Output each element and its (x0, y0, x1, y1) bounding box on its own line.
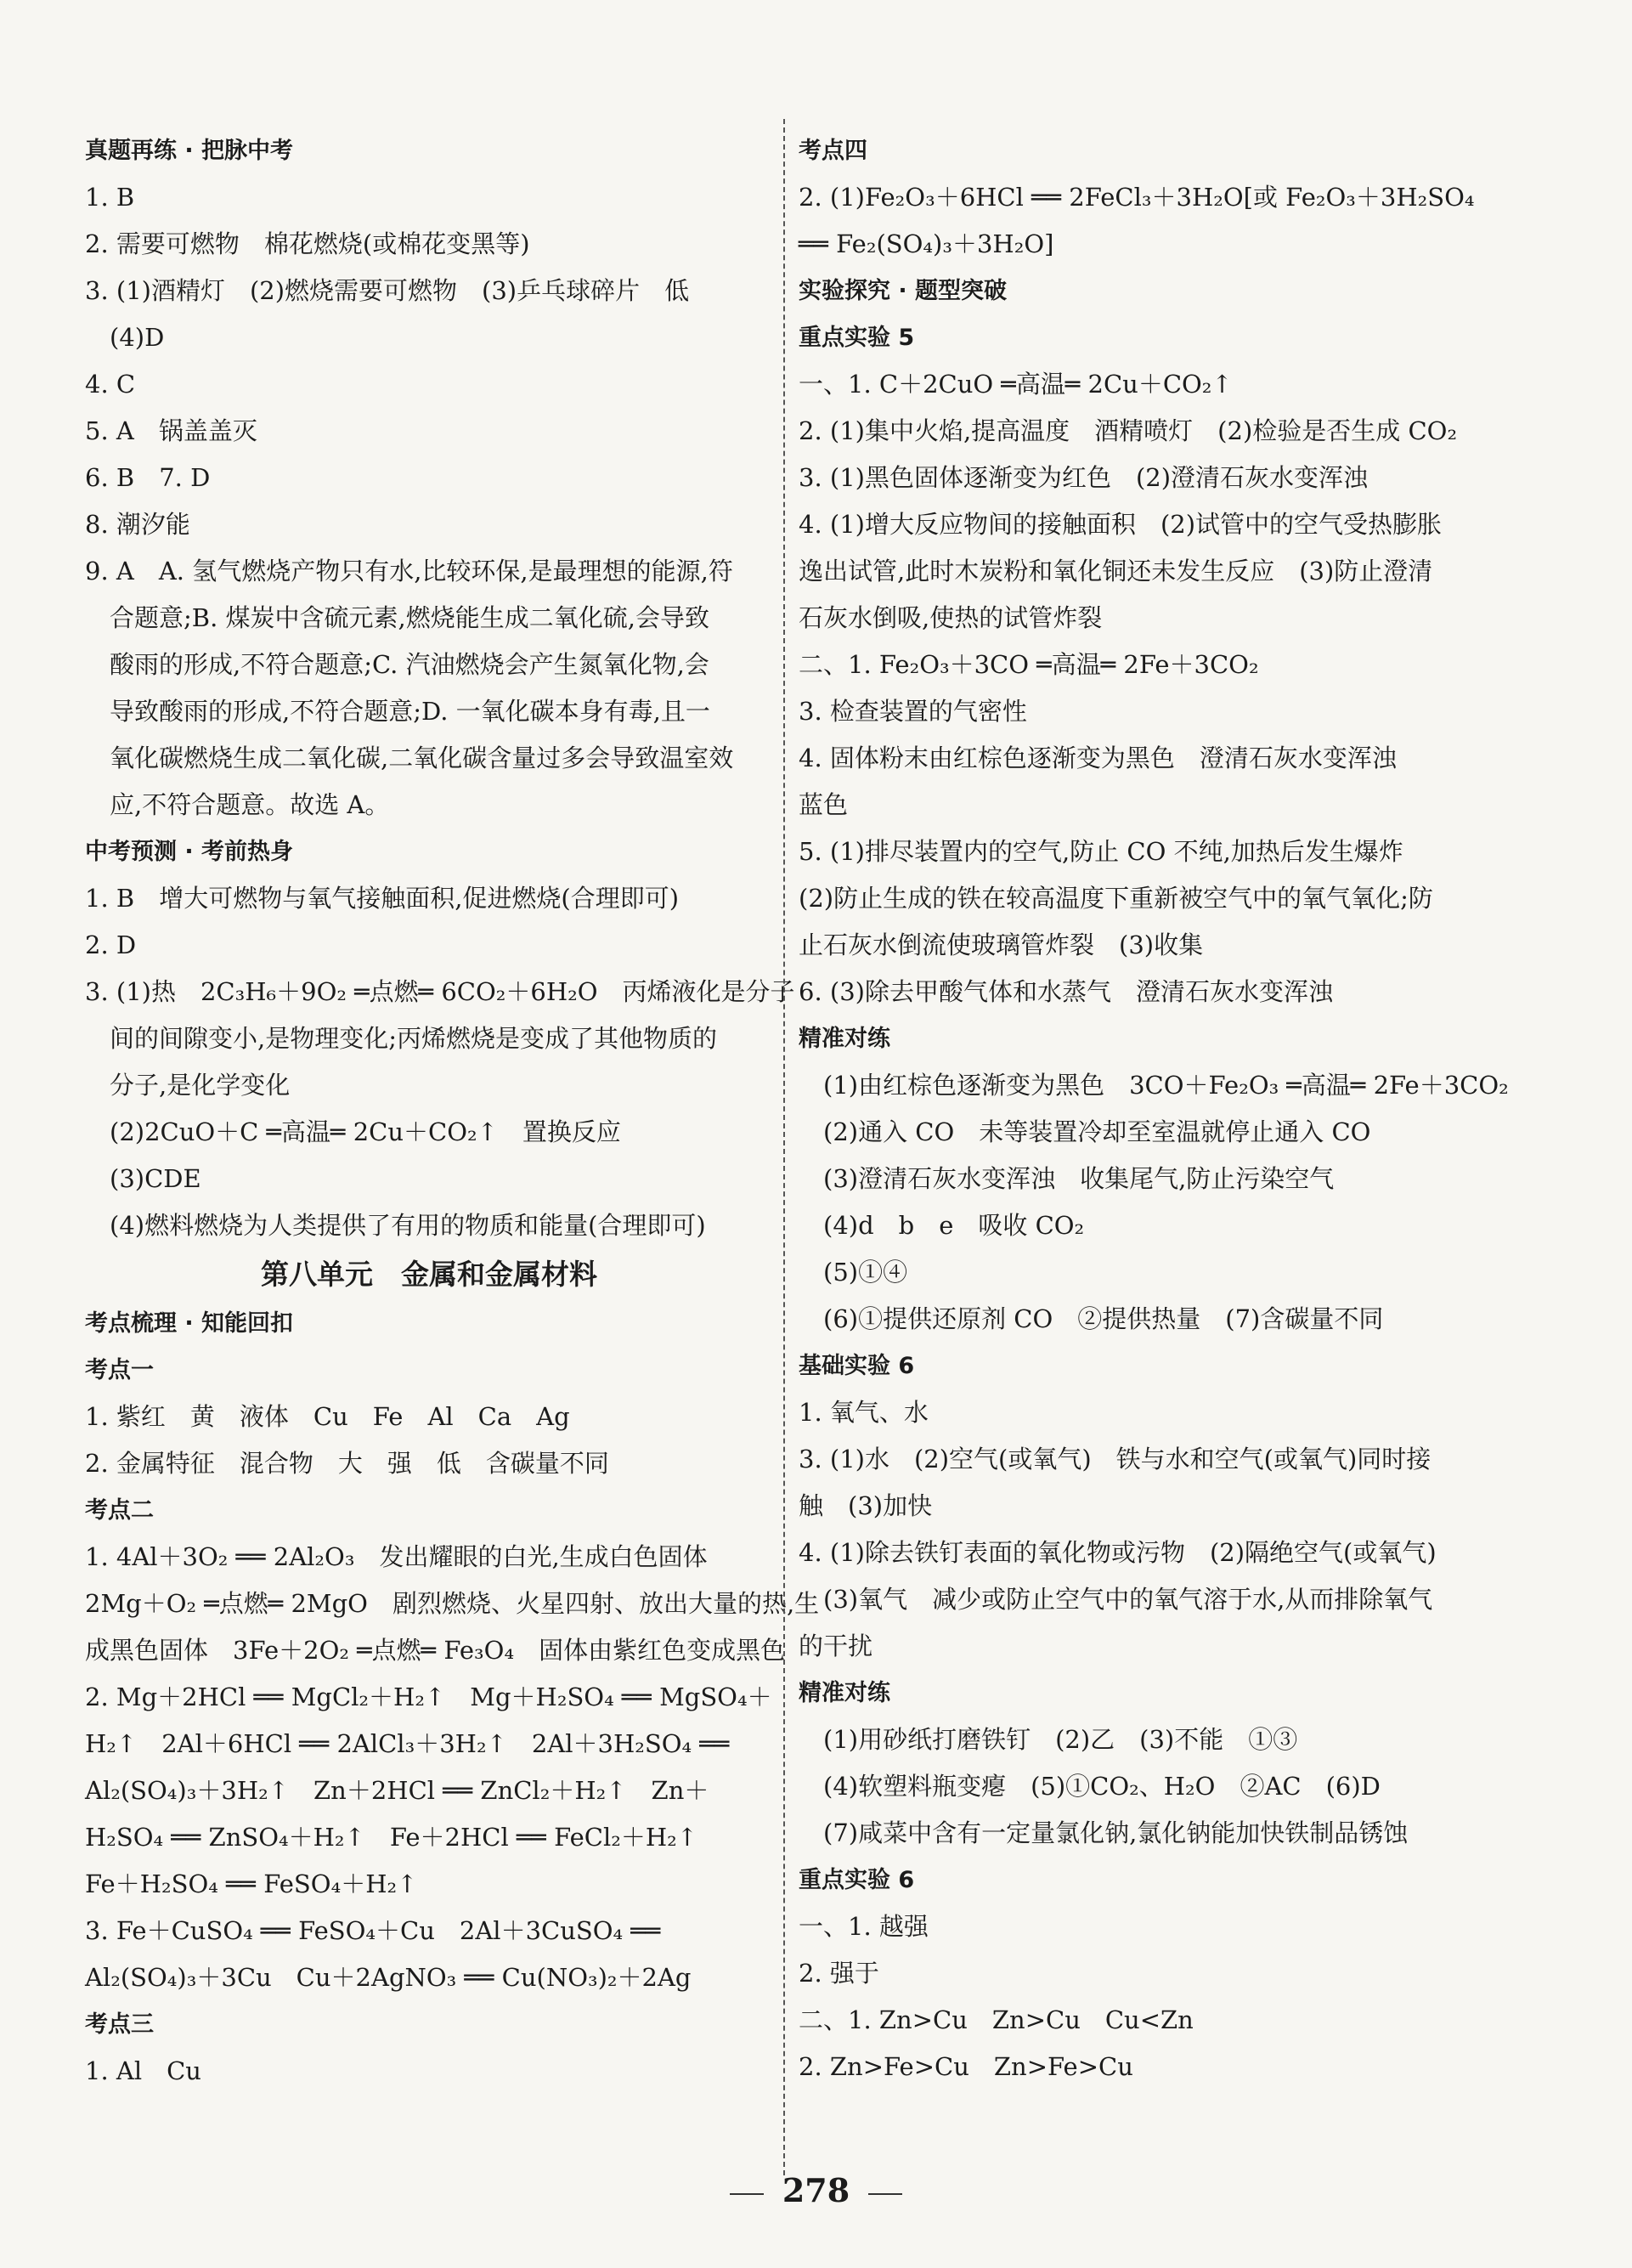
section-heading: 中考预测 · 考前热身 (85, 839, 294, 865)
footer-dash-left (730, 2193, 764, 2195)
answer-line: 二、1. Zn>Cu Zn>Cu Cu<Zn (799, 2005, 1194, 2034)
answer-line: (7)咸菜中含有一定量氯化钠,氯化钠能加快铁制品锈蚀 (799, 1818, 1409, 1847)
answer-line: 逸出试管,此时木炭粉和氧化铜还未发生反应 (3)防止澄清 (799, 557, 1433, 585)
answer-line: 1. Al Cu (85, 2056, 201, 2085)
answer-line: Fe＋H₂SO₄ ══ FeSO₄＋H₂↑ (85, 1869, 418, 1898)
answer-line: (4)d b e 吸收 CO₂ (799, 1211, 1085, 1240)
answer-line: 成黑色固体 3Fe＋2O₂ ═点燃═ Fe₃O₄ 固体由紫红色变成黑色 (85, 1636, 786, 1665)
answer-line: ══ Fe₂(SO₄)₃＋3H₂O] (799, 229, 1054, 258)
answer-line: (2)通入 CO 未等装置冷却至室温就停止通入 CO (799, 1117, 1371, 1146)
answer-line: 4. (1)除去铁钉表面的氧化物或污物 (2)隔绝空气(或氧气) (799, 1538, 1437, 1567)
answer-line: 应,不符合题意。故选 A。 (85, 790, 390, 819)
answer-line: 止石灰水倒流使玻璃管炸裂 (3)收集 (799, 930, 1204, 959)
answer-line: H₂SO₄ ══ ZnSO₄＋H₂↑ Fe＋2HCl ══ FeCl₂＋H₂↑ (85, 1823, 698, 1852)
answer-line: 3. 检查装置的气密性 (799, 697, 1027, 726)
answer-line: 4. C (85, 370, 136, 399)
answer-line: 3. (1)水 (2)空气(或氧气) 铁与水和空气(或氧气)同时接 (799, 1445, 1432, 1473)
answer-line: H₂↑ 2Al＋6HCl ══ 2AlCl₃＋3H₂↑ 2Al＋3H₂SO₄ ══ (85, 1729, 730, 1758)
answer-line: 9. A A. 氢气燃烧产物只有水,比较环保,是最理想的能源,符 (85, 557, 733, 585)
answer-line: Al₂(SO₄)₃＋3H₂↑ Zn＋2HCl ══ ZnCl₂＋H₂↑ Zn＋ (85, 1776, 709, 1805)
answer-line: 3. (1)热 2C₃H₆＋9O₂ ═点燃═ 6CO₂＋6H₂O 丙烯液化是分子 (85, 977, 795, 1006)
answer-line: (1)用砂纸打磨铁钉 (2)乙 (3)不能 ①③ (799, 1725, 1298, 1754)
section-heading: 考点梳理 · 知能回扣 (85, 1310, 294, 1337)
answer-line: 分子,是化学变化 (85, 1071, 291, 1100)
answer-line: 氧化碳燃烧生成二氧化碳,二氧化碳含量过多会导致温室效 (85, 744, 734, 772)
section-heading: 考点二 (85, 1497, 154, 1524)
answer-line: 2. D (85, 930, 137, 959)
answer-line: 二、1. Fe₂O₃＋3CO ═高温═ 2Fe＋3CO₂ (799, 650, 1259, 679)
right-column (799, 127, 1529, 2090)
answer-line: 2. Mg＋2HCl ══ MgCl₂＋H₂↑ Mg＋H₂SO₄ ══ MgSO₄＋ (85, 1683, 772, 1711)
answer-line: 1. 氧气、水 (799, 1398, 929, 1427)
answer-line: 1. B 增大可燃物与氧气接触面积,促进燃烧(合理即可) (85, 884, 680, 913)
section-heading: 基础实验 6 (799, 1353, 915, 1379)
answer-line: 合题意;B. 煤炭中含硫元素,燃烧能生成二氧化硫,会导致 (85, 603, 709, 632)
answer-line: 6. B 7. D (85, 463, 211, 492)
answer-line: 2. (1)Fe₂O₃＋6HCl ══ 2FeCl₃＋3H₂O[或 Fe₂O₃＋3H₂SO₄ (799, 183, 1475, 212)
answer-line: 石灰水倒吸,使热的试管炸裂 (799, 603, 1103, 632)
section-heading: 精准对练 (799, 1680, 890, 1706)
answer-line: (2)2CuO＋C ═高温═ 2Cu＋CO₂↑ 置换反应 (85, 1117, 621, 1146)
answer-line: (3)CDE (85, 1164, 201, 1193)
answer-line: 1. B (85, 183, 135, 212)
answer-line: Al₂(SO₄)₃＋3Cu Cu＋2AgNO₃ ══ Cu(NO₃)₂＋2Ag (85, 1963, 692, 1992)
answer-line: 触 (3)加快 (799, 1491, 933, 1520)
answer-line: 1. 4Al＋3O₂ ══ 2Al₂O₃ 发出耀眼的白光,生成白色固体 (85, 1542, 708, 1571)
answer-line: (1)由红棕色逐渐变为黑色 3CO＋Fe₂O₃ ═高温═ 2Fe＋3CO₂ (799, 1071, 1509, 1100)
answer-line: 一、1. C＋2CuO ═高温═ 2Cu＋CO₂↑ (799, 370, 1233, 399)
answer-line: 酸雨的形成,不符合题意;C. 汽油燃烧会产生氮氧化物,会 (85, 650, 709, 679)
answer-line: 的干扰 (799, 1632, 873, 1660)
answer-line: (4)D (85, 323, 165, 352)
answer-line: 2. 强于 (799, 1959, 879, 1988)
answer-line: (3)澄清石灰水变浑浊 收集尾气,防止污染空气 (799, 1164, 1335, 1193)
unit-title: 第八单元 金属和金属材料 (261, 1258, 597, 1291)
answer-line: (3)氧气 减少或防止空气中的氧气溶于水,从而排除氧气 (799, 1585, 1433, 1614)
page-footer (0, 2171, 1632, 2209)
left-column (85, 127, 820, 2095)
answer-line: 3. (1)黑色固体逐渐变为红色 (2)澄清石灰水变浑浊 (799, 463, 1369, 492)
section-heading: 实验探究 · 题型突破 (799, 278, 1008, 304)
section-heading: 考点三 (85, 2011, 154, 2038)
answer-line: (4)软塑料瓶变瘪 (5)①CO₂、H₂O ②AC (6)D (799, 1772, 1381, 1801)
answer-line: 蓝色 (799, 790, 849, 819)
answer-line: 3. (1)酒精灯 (2)燃烧需要可燃物 (3)乒乓球碎片 低 (85, 276, 690, 305)
answer-line: (5)①④ (799, 1258, 908, 1287)
answer-line: 4. 固体粉末由红棕色逐渐变为黑色 澄清石灰水变浑浊 (799, 744, 1397, 772)
answer-line: 4. (1)增大反应物间的接触面积 (2)试管中的空气受热膨胀 (799, 510, 1443, 539)
answer-line: 5. A 锅盖盖灭 (85, 416, 257, 445)
section-heading: 精准对练 (799, 1026, 890, 1052)
section-heading: 真题再练 · 把脉中考 (85, 138, 294, 164)
answer-line: 2. 需要可燃物 棉花燃烧(或棉花变黑等) (85, 229, 530, 258)
section-heading: 重点实验 6 (799, 1867, 915, 1893)
footer-dash-right (868, 2193, 902, 2195)
column-divider (783, 119, 785, 2175)
section-heading: 考点四 (799, 138, 867, 164)
page-number: 278 (782, 2171, 850, 2209)
answer-line: 1. 紫红 黄 液体 Cu Fe Al Ca Ag (85, 1402, 570, 1431)
answer-line: 2. Zn>Fe>Cu Zn>Fe>Cu (799, 2052, 1133, 2081)
section-heading: 重点实验 5 (799, 325, 915, 351)
answer-line: 间的间隙变小,是物理变化;丙烯燃烧是变成了其他物质的 (85, 1024, 717, 1053)
section-heading: 考点一 (85, 1357, 154, 1383)
answer-line: 2. (1)集中火焰,提高温度 酒精喷灯 (2)检验是否生成 CO₂ (799, 416, 1458, 445)
answer-line: 2Mg＋O₂ ═点燃═ 2MgO 剧烈燃烧、火星四射、放出大量的热,生 (85, 1589, 820, 1618)
answer-line: 3. Fe＋CuSO₄ ══ FeSO₄＋Cu 2Al＋3CuSO₄ ══ (85, 1916, 661, 1945)
answer-line: 2. 金属特征 混合物 大 强 低 含碳量不同 (85, 1449, 609, 1478)
answer-line: 导致酸雨的形成,不符合题意;D. 一氧化碳本身有毒,且一 (85, 697, 710, 726)
answer-line: 5. (1)排尽装置内的空气,防止 CO 不纯,加热后发生爆炸 (799, 837, 1403, 866)
answer-line: 一、1. 越强 (799, 1912, 929, 1941)
answer-line: (4)燃料燃烧为人类提供了有用的物质和能量(合理即可) (85, 1211, 706, 1240)
answer-line: 8. 潮汐能 (85, 510, 190, 539)
answer-line: (2)防止生成的铁在较高温度下重新被空气中的氧气氧化;防 (799, 884, 1433, 913)
answer-line: (6)①提供还原剂 CO ②提供热量 (7)含碳量不同 (799, 1304, 1384, 1333)
answer-line: 6. (3)除去甲酸气体和水蒸气 澄清石灰水变浑浊 (799, 977, 1333, 1006)
